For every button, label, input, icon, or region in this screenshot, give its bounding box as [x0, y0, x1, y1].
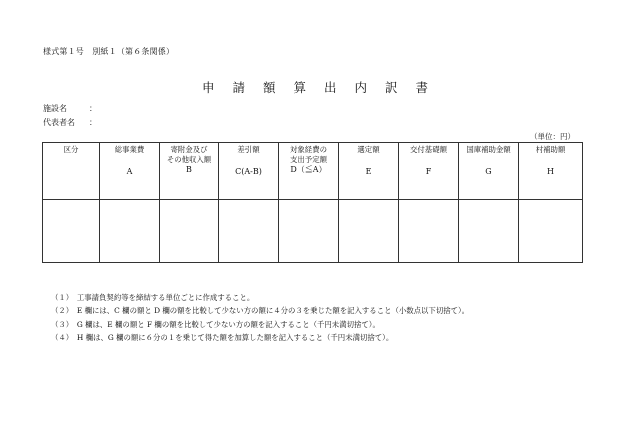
note-item: （１） 工事請負契約等を締結する単位ごとに作成すること。: [51, 293, 255, 302]
facility-name-colon: ：: [89, 104, 97, 113]
header-letter: A: [126, 167, 133, 176]
facility-name-field: [43, 103, 97, 114]
header-letter: G: [485, 167, 492, 176]
header-total-cost: [100, 143, 160, 200]
table-cell[interactable]: [219, 200, 279, 263]
note-item: （２） E 欄には、C 欄の額と D 欄の額を比較して少ない方の額に４分の３を乗じた額を記入すること（小数点以下切捨て）。: [51, 306, 470, 316]
header-label: 選定額: [357, 145, 380, 154]
header-national-subsidy: [459, 143, 519, 200]
header-label: 国庫補助金額: [466, 145, 511, 154]
table-cell[interactable]: [399, 200, 459, 263]
notes-list: [51, 291, 469, 344]
note-item: （４） H 欄は、G 欄の額に６分の１を乗じて得た額を加算した額を記入すること（千円未満切捨て）。: [51, 332, 394, 342]
table-cell[interactable]: [339, 200, 399, 263]
header-difference: [219, 143, 279, 200]
header-label: 交付基礎額: [410, 145, 447, 154]
form-reference: 様式第１号 別紙１（第６条関係）: [43, 47, 175, 56]
header-letter: D（≦A）: [290, 165, 327, 174]
header-base-amount: [399, 143, 459, 200]
header-letter: F: [425, 167, 432, 176]
document-title: 申請額算出内訳書: [201, 80, 446, 95]
table-row: [43, 200, 583, 263]
table-cell[interactable]: [519, 200, 583, 263]
header-letter: E: [365, 167, 372, 176]
unit-label: （単位：円）: [530, 132, 575, 141]
header-selected-amount: [339, 143, 399, 200]
calculation-table: [42, 142, 583, 263]
header-label: 対象経費の: [290, 145, 327, 154]
header-label: 総事業費: [114, 145, 145, 154]
header-label-line2: その他収入額: [166, 155, 212, 164]
header-label: 区分: [63, 145, 79, 154]
header-donations-income: [160, 143, 219, 200]
header-label: 差引額: [237, 145, 260, 154]
header-letter: B: [186, 165, 192, 174]
header-label: 村補助額: [535, 145, 566, 154]
table-cell[interactable]: [43, 200, 100, 263]
table-cell[interactable]: [279, 200, 339, 263]
representative-name-colon: ：: [89, 118, 97, 127]
representative-name-field: [43, 117, 97, 128]
header-label: 寄附金及び: [170, 145, 208, 154]
table-cell[interactable]: [160, 200, 219, 263]
table-cell[interactable]: [459, 200, 519, 263]
facility-name-label: 施設名: [43, 104, 67, 113]
header-letter: H: [547, 167, 554, 176]
header-planned-expense: [279, 143, 339, 200]
note-item: （３） G 欄は、E 欄の額と F 欄の額を比較して少ない方の額を記入すること（千円未満切捨て）。: [51, 319, 380, 329]
table-header-row: [43, 143, 583, 200]
table-cell[interactable]: [100, 200, 160, 263]
representative-name-label: 代表者名: [43, 118, 75, 127]
header-village-subsidy: [519, 143, 583, 200]
header-letter: C(A-B): [235, 167, 262, 176]
header-label-line2: 支出予定額: [290, 155, 327, 164]
header-category: [43, 143, 100, 200]
